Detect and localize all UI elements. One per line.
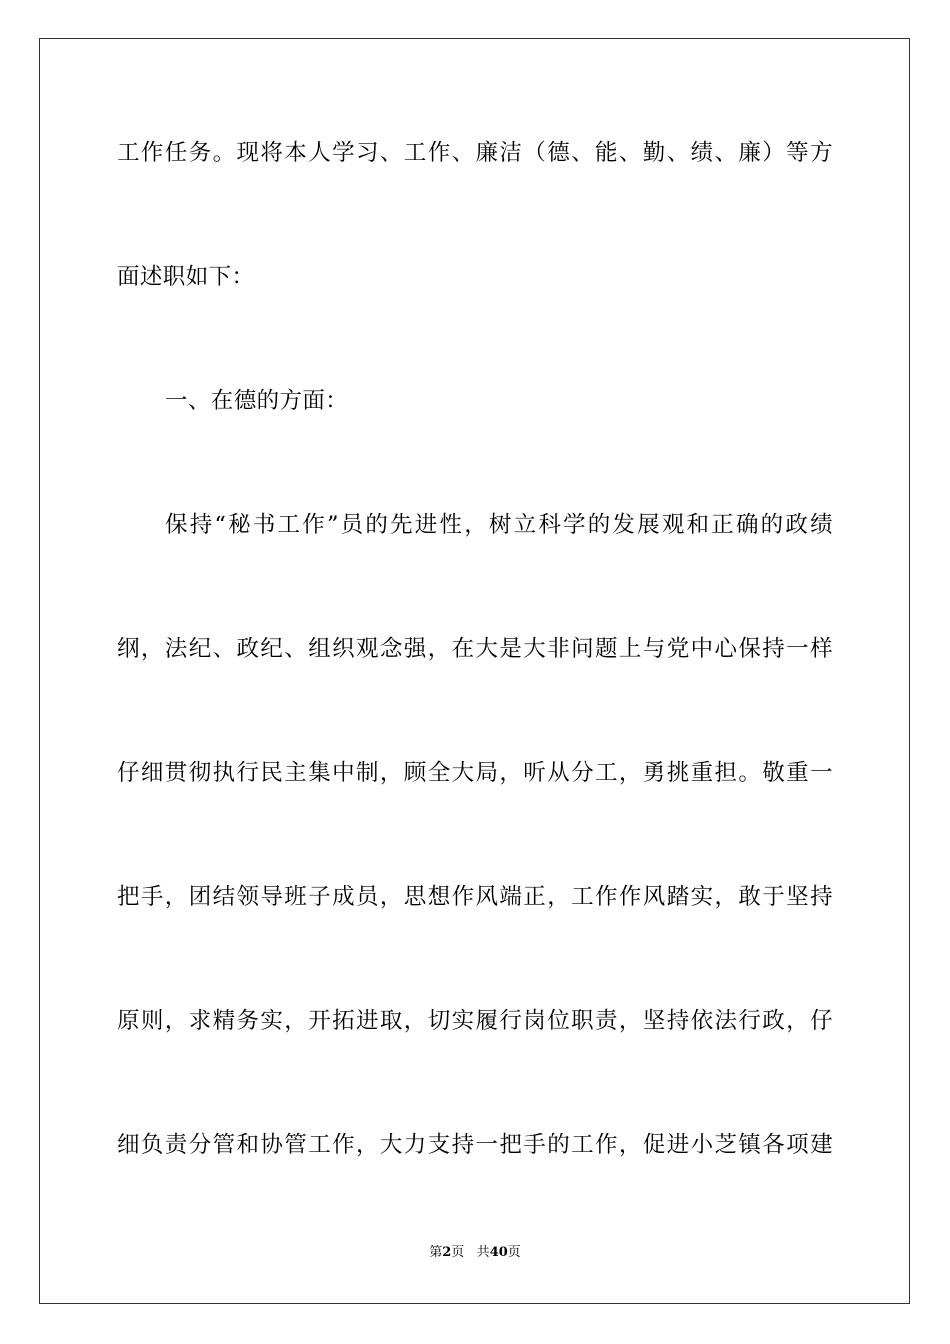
total-suffix: 页 [507, 1245, 521, 1260]
text-line-1: 工作任务。现将本人学习、工作、廉洁（德、能、勤、绩、廉）等方 [117, 140, 833, 166]
total-prefix: 共 [476, 1245, 490, 1260]
text-line-8: 原则，求精务实，开拓进取，切实履行岗位职责，坚持依法行政，仔 [117, 1008, 833, 1034]
page-footer [0, 1243, 950, 1263]
text-line-4: 保持“秘书工作”员的先进性，树立科学的发展观和正确的政绩 [165, 512, 833, 538]
text-line-6: 仔细贯彻执行民主集中制，顾全大局，听从分工，勇挑重担。敬重一 [117, 760, 833, 786]
page-number: 2 [442, 1245, 452, 1260]
section-heading: 一、在德的方面： [165, 388, 349, 414]
text-line-2: 面述职如下： [117, 264, 255, 290]
page-suffix: 页 [451, 1245, 465, 1260]
total-pages: 40 [489, 1245, 508, 1260]
text-line-9: 细负责分管和协管工作，大力支持一把手的工作，促进小芝镇各项建 [117, 1132, 833, 1158]
text-line-5: 纲，法纪、政纪、组织观念强，在大是大非问题上与党中心保持一样 [117, 636, 833, 662]
document-body [117, 122, 833, 1238]
page-prefix: 第 [429, 1245, 443, 1260]
text-line-7: 把手，团结领导班子成员，思想作风端正，工作作风踏实，敢于坚持 [117, 884, 833, 910]
